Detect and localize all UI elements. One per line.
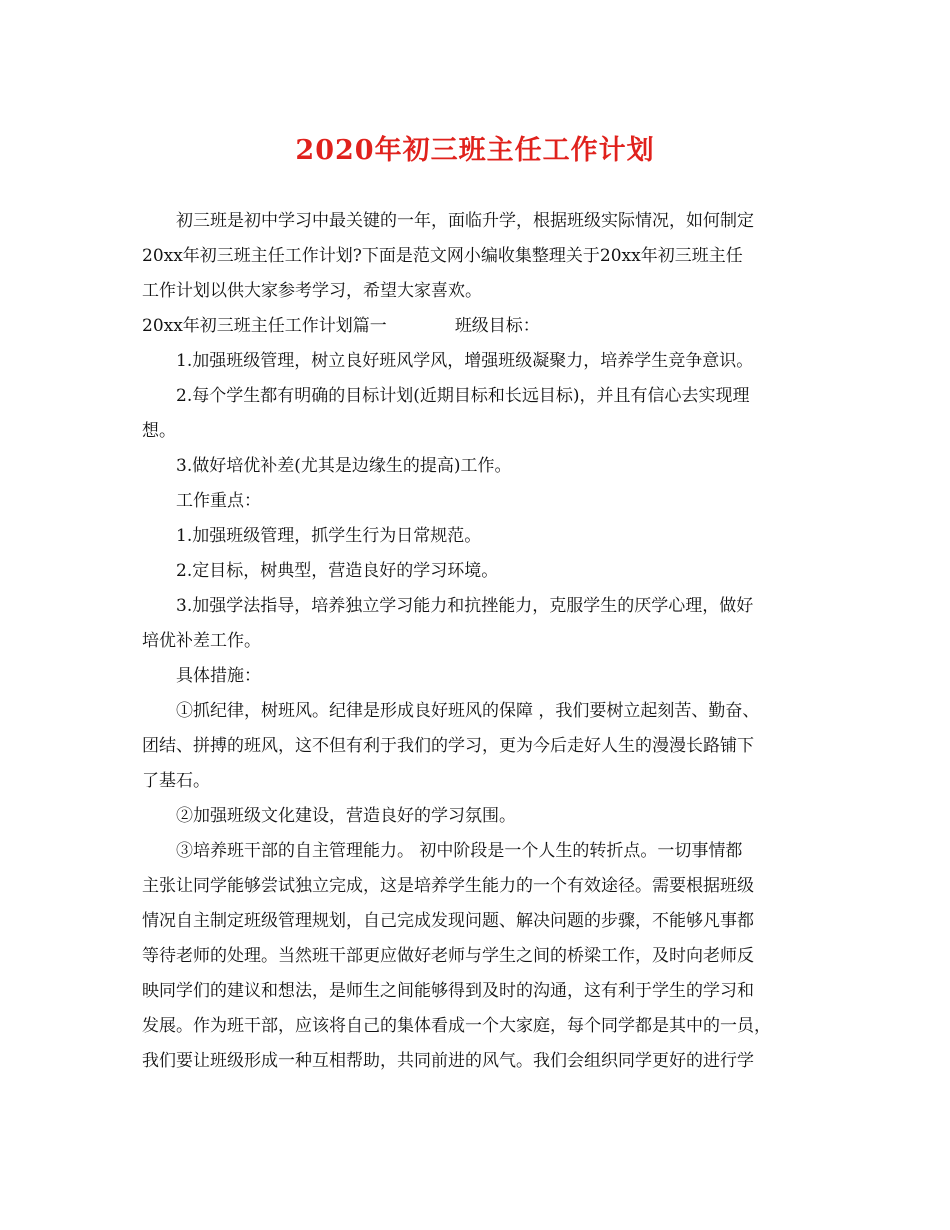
- list-item-continuation: 想。: [142, 421, 176, 441]
- list-item: 1.加强班级管理，树立良好班风学风，增强班级凝聚力，培养学生竞争意识。: [176, 351, 754, 371]
- list-item: 1.加强班级管理，抓学生行为日常规范。: [176, 526, 482, 546]
- document-body: [142, 204, 822, 1079]
- list-item: 3.加强学法指导，培养独立学习能力和抗挫能力，克服学生的厌学心理，做好: [176, 596, 754, 616]
- measure-item-continuation: 主张让同学能够尝试独立完成，这是培养学生能力的一个有效途径。需要根据班级: [142, 876, 754, 896]
- measure-item-continuation: 了基石。: [142, 771, 210, 791]
- subheading-measures: 具体措施：: [176, 666, 261, 686]
- measure-item-continuation: 发展。作为班干部，应该将自己的集体看成一个大家庭，每个同学都是其中的一员，: [142, 1016, 771, 1036]
- measure-item: ②加强班级文化建设，营造良好的学习氛围。: [176, 806, 516, 826]
- subheading-focus: 工作重点：: [176, 491, 261, 511]
- measure-item: ①抓纪律，树班风。纪律是形成良好班风的保障 ，我们要树立起刻苦、勤奋、: [176, 701, 760, 721]
- section-heading: 20xx年初三班主任工作计划篇一: [142, 316, 387, 336]
- section-heading-line: [142, 309, 822, 344]
- measure-item-continuation: 情况自主制定班级管理规划，自己完成发现问题、解决问题的步骤，不能够凡事都: [142, 911, 754, 931]
- paragraph-line: 初三班是初中学习中最关键的一年，面临升学，根据班级实际情况，如何制定: [176, 211, 754, 231]
- measure-item: ③培养班干部的自主管理能力。 初中阶段是一个人生的转折点。一切事情都: [176, 841, 743, 861]
- list-item: 2.定目标，树典型，营造良好的学习环境。: [176, 561, 499, 581]
- measure-item-continuation: 等待老师的处理。当然班干部更应做好老师与学生之间的桥梁工作，及时向老师反: [142, 946, 754, 966]
- measure-item-continuation: 映同学们的建议和想法，是师生之间能够得到及时的沟通，这有利于学生的学习和: [142, 981, 754, 1001]
- paragraph-line: 20xx年初三班主任工作计划?下面是范文网小编收集整理关于20xx年初三班主任: [142, 246, 743, 266]
- measure-item-continuation: 团结、拼搏的班风，这不但有利于我们的学习，更为今后走好人生的漫漫长路铺下: [142, 736, 754, 756]
- list-item: 3.做好培优补差(尤其是边缘生的提高)工作。: [176, 456, 512, 476]
- measure-item-continuation: 我们要让班级形成一种互相帮助，共同前进的风气。我们会组织同学更好的进行学: [142, 1051, 754, 1071]
- document-title: 2020年初三班主任工作计划: [295, 135, 655, 166]
- paragraph-line: 工作计划以供大家参考学习，希望大家喜欢。: [142, 281, 482, 301]
- list-item-continuation: 培优补差工作。: [142, 631, 261, 651]
- subheading-goals: 班级目标：: [454, 316, 540, 336]
- list-item: 2.每个学生都有明确的目标计划(近期目标和长远目标)，并且有信心去实现理: [176, 386, 750, 406]
